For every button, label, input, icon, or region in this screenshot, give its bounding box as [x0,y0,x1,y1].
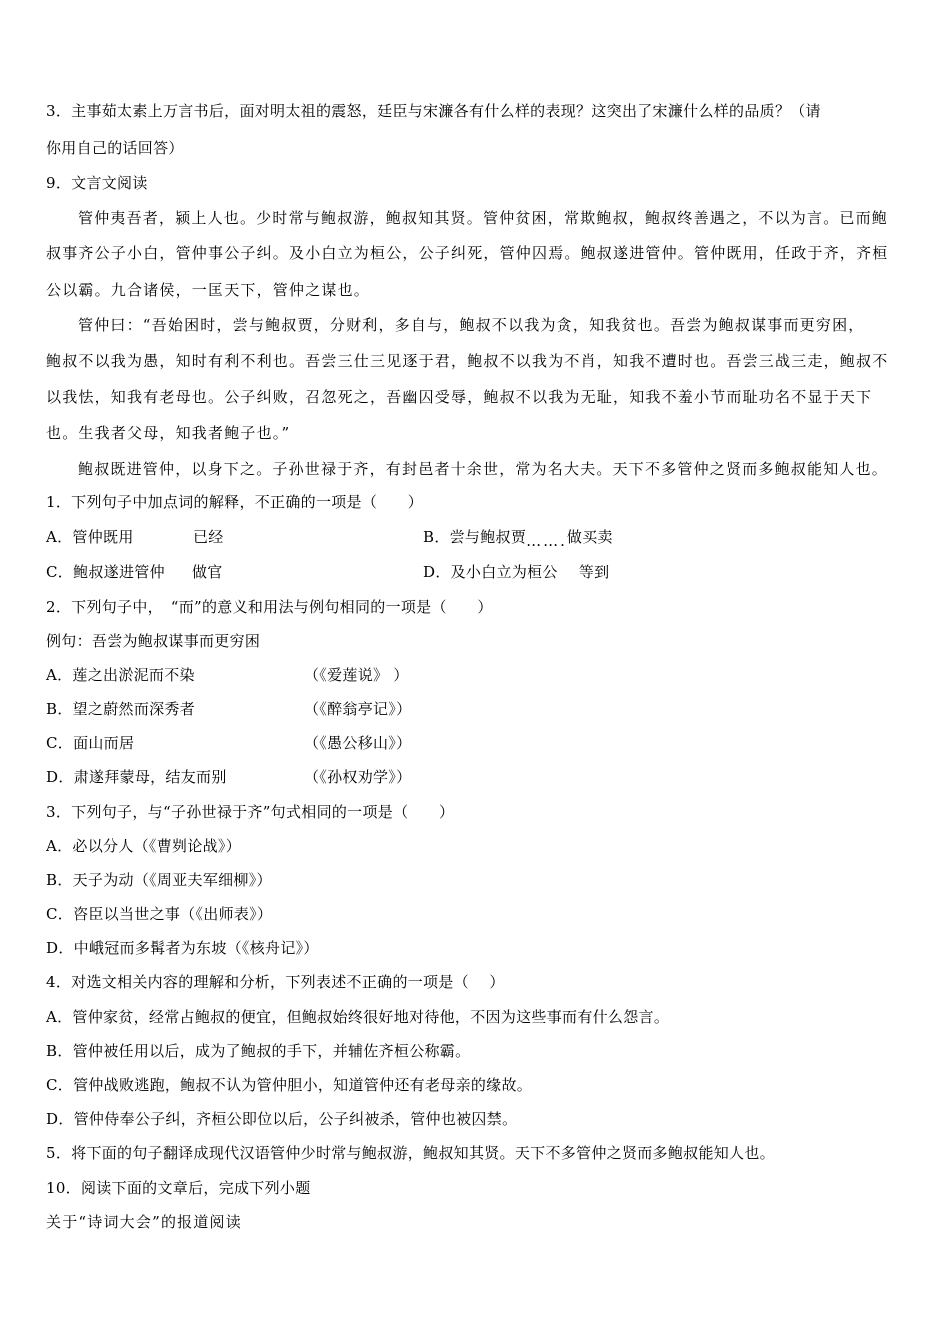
q1-option-c-gloss: 做官 [192,563,223,581]
q1-option-b [423,527,613,551]
passage-p1-line-2: 叔事齐公子小白，管仲事公子纠。及小白立为桓公，公子纠死，管仲囚焉。鲍叔遂进管仲。管仲既用，任政于齐，齐桓 [46,244,889,262]
q4-option-c: C．管仲战败逃跑，鲍叔不认为管仲胆小，知道管仲还有老母亲的缘故。 [46,1076,533,1094]
q1-stem: 1．下列句子中加点词的解释，不正确的一项是（ ） [46,493,424,511]
q1-options-row-1 [46,527,906,550]
q1-option-b-text: B．尝与鲍叔贾 [423,528,527,546]
q1-option-a-text: A．管仲既用 [46,528,134,546]
passage-p3-line-1: 鲍叔既进管仲，以身下之。子孙世禄于齐，有封邑者十余世，常为名大夫。天下不多管仲之贤而多鲍叔能知人也。 [78,460,889,478]
prev-question-line-2: 你用自己的话回答） [46,139,184,157]
q5-stem: 5．将下面的句子翻译成现代汉语管仲少时常与鲍叔游，鲍叔知其贤。天下不多管仲之贤而多鲍叔能知人也。 [46,1144,775,1162]
q1-option-d-gloss: 等到 [578,563,610,581]
q2-option-c-source: （《愚公移山》） [304,734,412,752]
q1-option-d-text: D．及小白立为桓公 [423,563,558,581]
passage-p2-line-2: 鲍叔不以我为愚，知时有利不利也。吾尝三仕三见逐于君，鲍叔不以我为不肖，知我不遭时也。吾尝三战三走，鲍叔不 [46,352,889,370]
passage-p1-line-3: 公以霸。九合诸侯，一匡天下，管仲之谋也。 [46,281,371,299]
q2-option-c-text: C．面山而居 [46,734,135,752]
passage-p2-line-3: 以我怯，知我有老母也。公子纠败，召忽死之，吾幽囚受辱，鲍叔不以我为无耻，知我不羞小节而耻功名不显于天下 [46,388,873,406]
section-9-heading: 9．文言文阅读 [46,174,148,192]
q2-example: 例句：吾尝为鲍叔谋事而更穷困 [46,632,261,650]
q2-stem: 2．下列句子中， “而”的意义和用法与例句相同的一项是（ ） [46,598,493,616]
q1-option-b-dots: ……. [526,532,567,550]
q1-options-row-2 [46,562,906,582]
q3-stem: 3．下列句子，与“子孙世禄于齐”句式相同的一项是（ ） [46,803,455,821]
passage-p1-line-1: 管仲夷吾者，颍上人也。少时常与鲍叔游，鲍叔知其贤。管仲贫困，常欺鲍叔，鲍叔终善遇之，不以为言。已而鲍 [78,209,889,227]
q2-option-b [46,699,446,719]
q2-option-d [46,767,446,787]
q3-option-b: B．天子为动（《周亚夫军细柳》） [46,871,272,889]
q3-option-d: D．中峨冠而多髯者为东坡（《核舟记》） [46,939,319,957]
q1-option-b-gloss: 做买卖 [566,528,613,546]
q4-option-d: D．管仲侍奉公子纠，齐桓公即位以后，公子纠被杀，管仲也被囚禁。 [46,1110,518,1128]
passage-p2-line-4: 也。生我者父母，知我者鲍子也。” [46,424,291,442]
q4-option-b: B．管仲被任用以后，成为了鲍叔的手下，并辅佐齐桓公称霸。 [46,1042,471,1060]
q2-option-a [46,665,446,685]
q2-option-a-text: A．莲之出淤泥而不染 [46,666,195,684]
q1-option-d [423,562,609,582]
q1-option-c-text: C．鲍叔遂进管仲 [46,563,165,581]
section-10-subtitle: 关于“诗词大会”的报道阅读 [46,1213,242,1231]
q2-option-b-text: B．望之蔚然而深秀者 [46,700,196,718]
q2-option-c [46,733,446,753]
q2-option-d-source: （《孙权劝学》） [304,768,412,786]
q2-option-b-source: （《醉翁亭记》） [304,700,412,718]
q4-option-a: A．管仲家贫，经常占鲍叔的便宜，但鲍叔始终很好地对待他，不因为这些事而有什么怨言。 [46,1008,670,1026]
passage-p2-line-1: 管仲曰：“吾始困时，尝与鲍叔贾，分财利，多自与，鲍叔不以我为贪，知我贫也。吾尝为鲍叔谋事而更穷困， [78,316,865,334]
q2-option-a-source: （《爱莲说》 ） [304,666,409,684]
q1-option-a-gloss: 已经 [193,528,224,546]
q3-option-a: A．必以分人（《曹刿论战》） [46,837,242,855]
q2-option-d-text: D．肃遂拜蒙母，结友而别 [46,768,227,786]
prev-question-line-1: 3．主事茹太素上万言书后，面对明太祖的震怒，廷臣与宋濂各有什么样的表现？这突出了宋濂什么样的品质？（请 [46,102,821,120]
section-10-heading: 10．阅读下面的文章后，完成下列小题 [46,1179,311,1197]
q4-stem: 4．对选文相关内容的理解和分析，下列表述不正确的一项是（ ） [46,973,505,991]
q3-option-c: C．咨臣以当世之事（《出师表》） [46,905,273,923]
